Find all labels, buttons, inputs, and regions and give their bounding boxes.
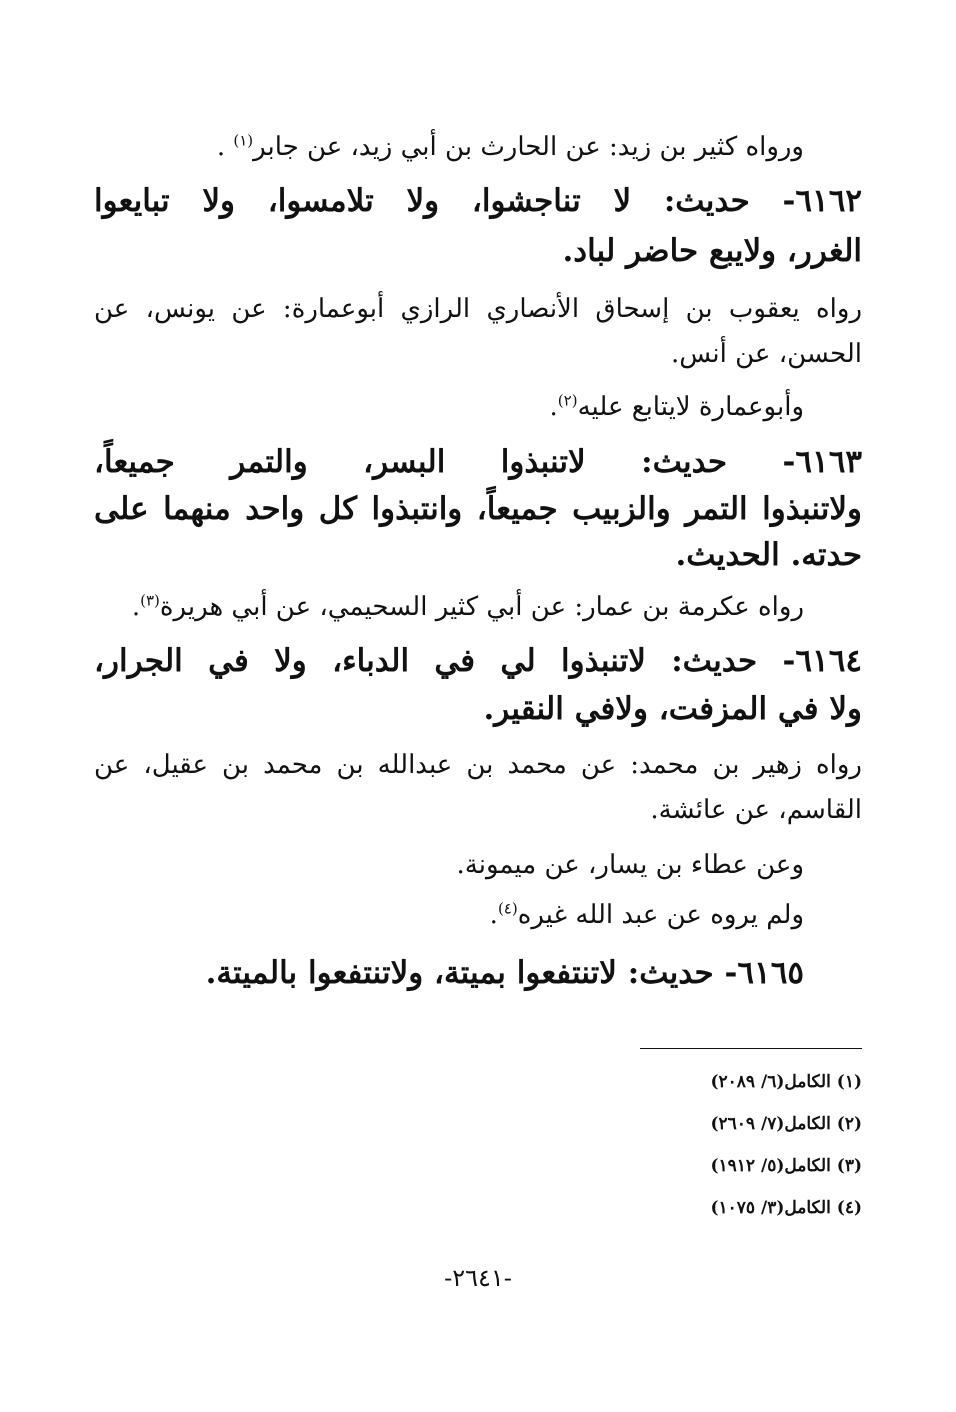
narration-line: ورواه كثير بن زيد: عن الحارث بن أبي زيد، عن جابر$^{(١)}$ . — [216, 131, 804, 162]
footnote-ref: (٣) — [140, 591, 160, 610]
narration-line: ولم يروه عن عبد الله غيره$^{(٤)}$. — [489, 899, 804, 930]
footnote-ref: (١) — [233, 131, 254, 150]
hadith-heading: ٦١٦٥- حديث: لاتنتفعوا بميتة، ولاتنتفعوا بالميتة. — [205, 955, 804, 991]
footnote: (٤) الكامل(٣/ ١٠٧٥) — [710, 1198, 862, 1218]
hadith-heading: ٦١٦٢- حديث: لا تناجشوا، ولا تلامسوا، ولا تبايعوا — [94, 183, 862, 219]
hadith-heading: ٦١٦٤- حديث: لاتنبذوا لي في الدباء، ولا في الجرار، — [94, 643, 862, 679]
footnote-ref: (٤) — [497, 899, 518, 918]
footnote: (١) الكامل(٦/ ٢٠٨٩) — [710, 1072, 862, 1092]
narration-line: رواه يعقوب بن إسحاق الأنصاري الرازي أبوعمارة: عن يونس، عن — [94, 294, 862, 324]
page-number: -٢٦٤١- — [444, 1264, 512, 1292]
narration-line: القاسم، عن عائشة. — [650, 795, 862, 825]
narration-line: رواه زهير بن محمد: عن محمد بن عبدالله بن محمد بن عقيل، عن — [94, 750, 862, 780]
footnote-divider — [640, 1048, 862, 1049]
hadith-text: الغرر، ولايبع حاضر لباد. — [562, 233, 862, 269]
narration-line: وعن عطاء بن يسار، عن ميمونة. — [456, 850, 804, 880]
hadith-text: ولاتنبذوا التمر والزبيب جميعاً، وانتبذوا كل واحد منهما على — [94, 491, 862, 527]
footnote: (٢) الكامل(٧/ ٢٦٠٩) — [710, 1114, 862, 1134]
hadith-text: حدته. الحديث. — [675, 537, 862, 573]
footnote: (٣) الكامل(٥/ ١٩١٢) — [710, 1156, 862, 1176]
hadith-text: ولا في المزفت، ولافي النقير. — [483, 691, 862, 727]
footnote-ref: (٢) — [557, 391, 578, 410]
narration-line: وأبوعمارة لايتابع عليه$^{(٢)}$. — [549, 391, 804, 422]
narration-line: رواه عكرمة بن عمار: عن أبي كثير السحيمي، عن أبي هريرة$^{(٣)}$. — [131, 591, 804, 622]
hadith-heading: ٦١٦٣- حديث: لاتنبذوا البسر، والتمر جميعاً، — [94, 444, 862, 480]
narration-line: الحسن، عن أنس. — [670, 339, 862, 369]
